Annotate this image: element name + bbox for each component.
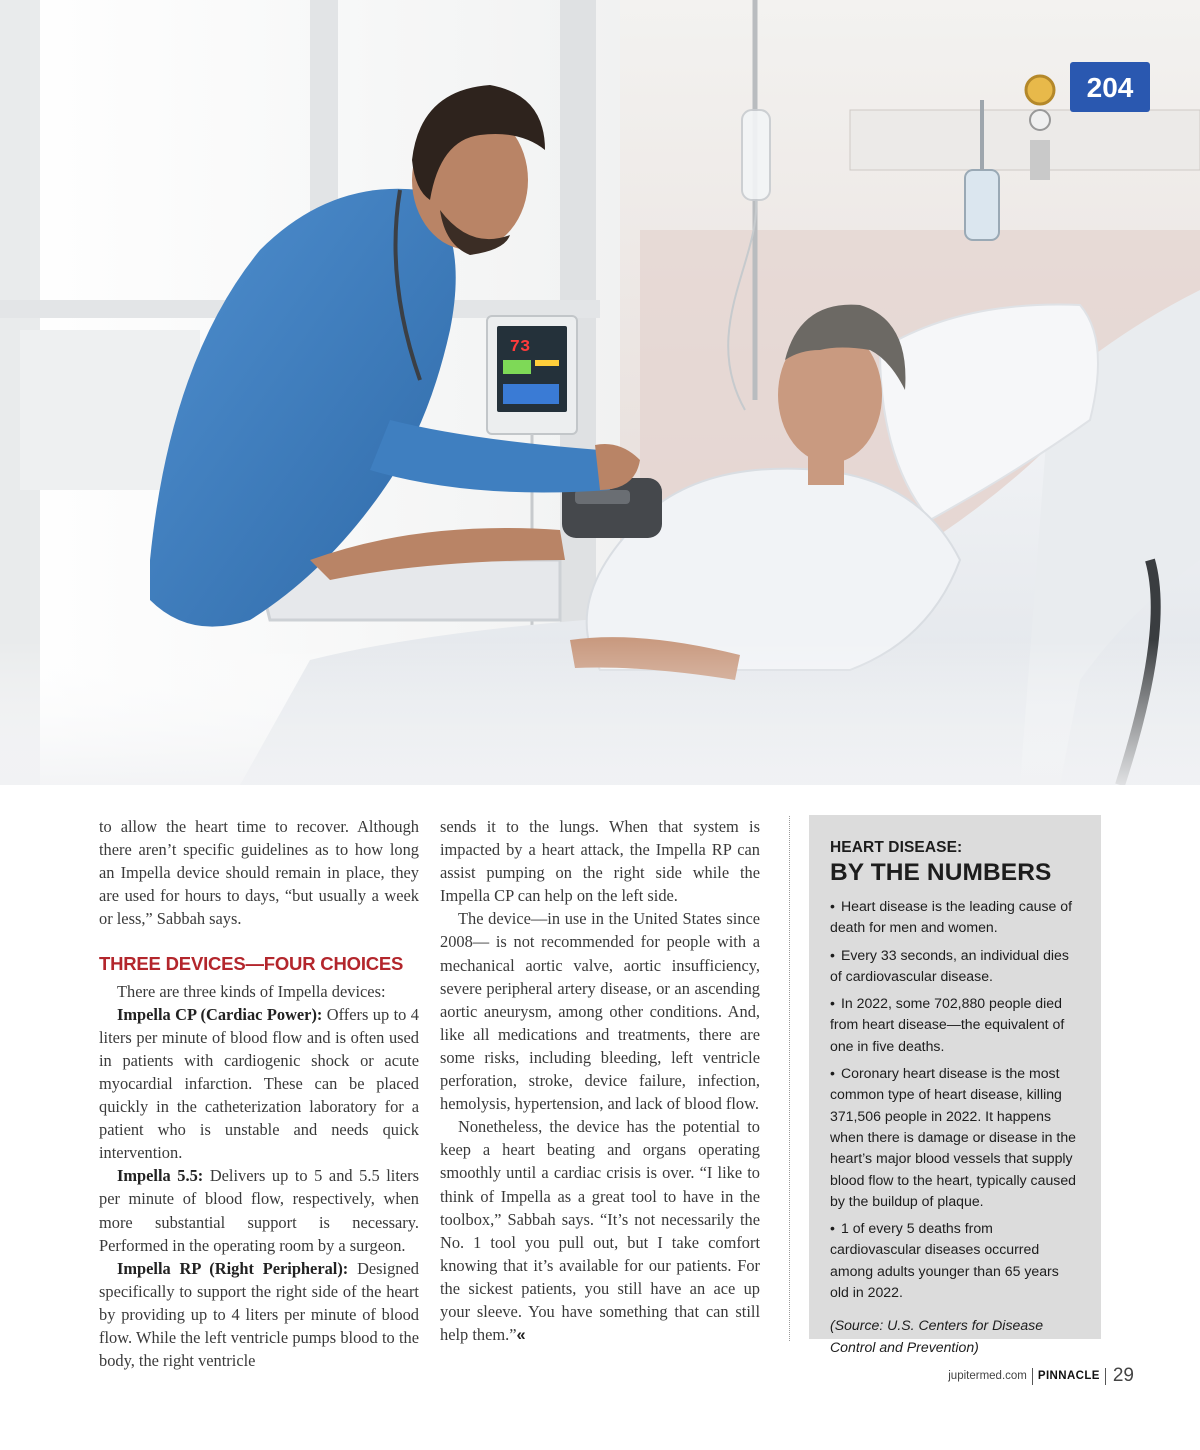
article-paragraph: The device—in use in the United States since 2008— is not recommended for people with a mechanical aortic valve, aortic insufficiency, severe peripheral artery disease, or an ascending aortic aneurysm, among other conditions. And, like all medications and treatments, there are some risks, including bleeding, left ventricle perforation, stroke, device failure, infection, hemolysis, hypertension, and lack of blood flow. [440,909,760,1114]
sidebar-title: BY THE NUMBERS [830,859,1052,886]
sidebar-source: (Source: U.S. Centers for Disease Control and Prevention) [830,1317,1044,1355]
impella-cp-term: Impella CP (Cardiac Power): [117,1004,323,1024]
magazine-name: PINNACLE [1037,1370,1100,1382]
section-subhead: THREE DEVICES—FOUR CHOICES [99,953,404,975]
sidebar-fact [830,945,1081,988]
impella-55-term: Impella 5.5: [117,1166,204,1186]
end-mark-icon: « [516,1326,526,1345]
article-column-1 [99,815,419,1372]
sidebar-fact-text: In 2022, some 702,880 people died from heart disease—the equivalent of one in five deaths. [830,995,1065,1054]
folio-divider [1032,1368,1033,1385]
sidebar-fact-text: Coronary heart disease is the most common type of heart disease, killing 371,506 people in 2022. It happens when there is damage or disease in the heart’s major blood vessels that supply blood flow to the heart, typically caused by the buildup of plaque. [830,1065,1077,1209]
sidebar-kicker: HEART DISEASE: [830,839,963,856]
sidebar-fact [830,993,1081,1057]
sidebar-fact-text: 1 of every 5 deaths from cardiovascular diseases occurred among adults younger than 65 years old in 2022. [830,1220,1059,1301]
by-the-numbers-sidebar [809,815,1101,1355]
sidebar-fact-text: Every 33 seconds, an individual dies of cardiovascular disease. [830,946,1069,984]
devices-intro: There are three kinds of Impella devices: [117,981,386,1001]
article-column-2 [440,815,760,1347]
impella-cp-text: Offers up to 4 liters per minute of blood flow and is often used in patients with cardiogenic shock or acute myocardial infarction. These can be placed quickly in the catheterization laboratory for a patient who is unstable and needs quick intervention. [99,1004,419,1163]
impella-55-text: Delivers up to 5 and 5.5 liters per minute of blood flow, respectively, when more substantial support is necessary. Performed in the operating room by a surgeon. [99,1166,419,1255]
impella-rp-paragraph [99,1257,419,1372]
column-divider [789,816,790,1341]
page-number: 29 [1112,1365,1134,1386]
folio-divider [1105,1368,1106,1385]
sidebar-fact [830,896,1081,939]
website-url: jupitermed.com [948,1370,1027,1382]
article-paragraph: sends it to the lungs. When that system is impacted by a heart attack, the Impella RP can assist pumping on the right side while the Impella CP can help on the left side. [440,817,760,906]
room-number-text: 204 [1086,72,1134,103]
sidebar-fact [830,1063,1081,1212]
sidebar-fact [830,1218,1081,1303]
impella-cp-paragraph [99,1003,419,1165]
article-paragraph-final [440,1115,760,1347]
room-number-sign [1070,62,1150,112]
bullet-icon: • [830,995,835,1012]
impella-55-paragraph [99,1164,419,1256]
article-paragraph: to allow the heart time to recover. Although there aren’t specific guidelines as to how long an Impella device should remain in place, they are used for hours to days, “but usually a week or less,” Sabbah says. [99,817,419,929]
bullet-icon: • [830,1220,835,1237]
bullet-icon: • [830,898,835,914]
page-folio [948,1365,1134,1387]
impella-rp-term: Impella RP (Right Peripheral): [117,1258,349,1278]
sidebar-fact-text: Heart disease is the leading cause of death for men and women. [830,898,1073,936]
bullet-icon: • [830,1065,835,1082]
monitor-reading-text: 73 [509,338,531,357]
bullet-icon: • [830,946,835,963]
impella-rp-text: Designed specifically to support the right side of the heart by providing up to 4 liters per minute of blood flow. While the left ventricle pumps blood to the body, the right ventricle [99,1258,419,1371]
closing-text: Nonetheless, the device has the potential to keep a heart beating and organs operating smoothly until a cardiac crisis is over. “I like to think of Impella as a great tool to have in the toolbox,” Sabbah says. “It’s not necessarily the No. 1 tool you pull out, but I take comfort knowing that it’s available for our patients. For the sickest patients, you still have an ace up your sleeve. You have something that can still help them.” [440,1117,760,1345]
